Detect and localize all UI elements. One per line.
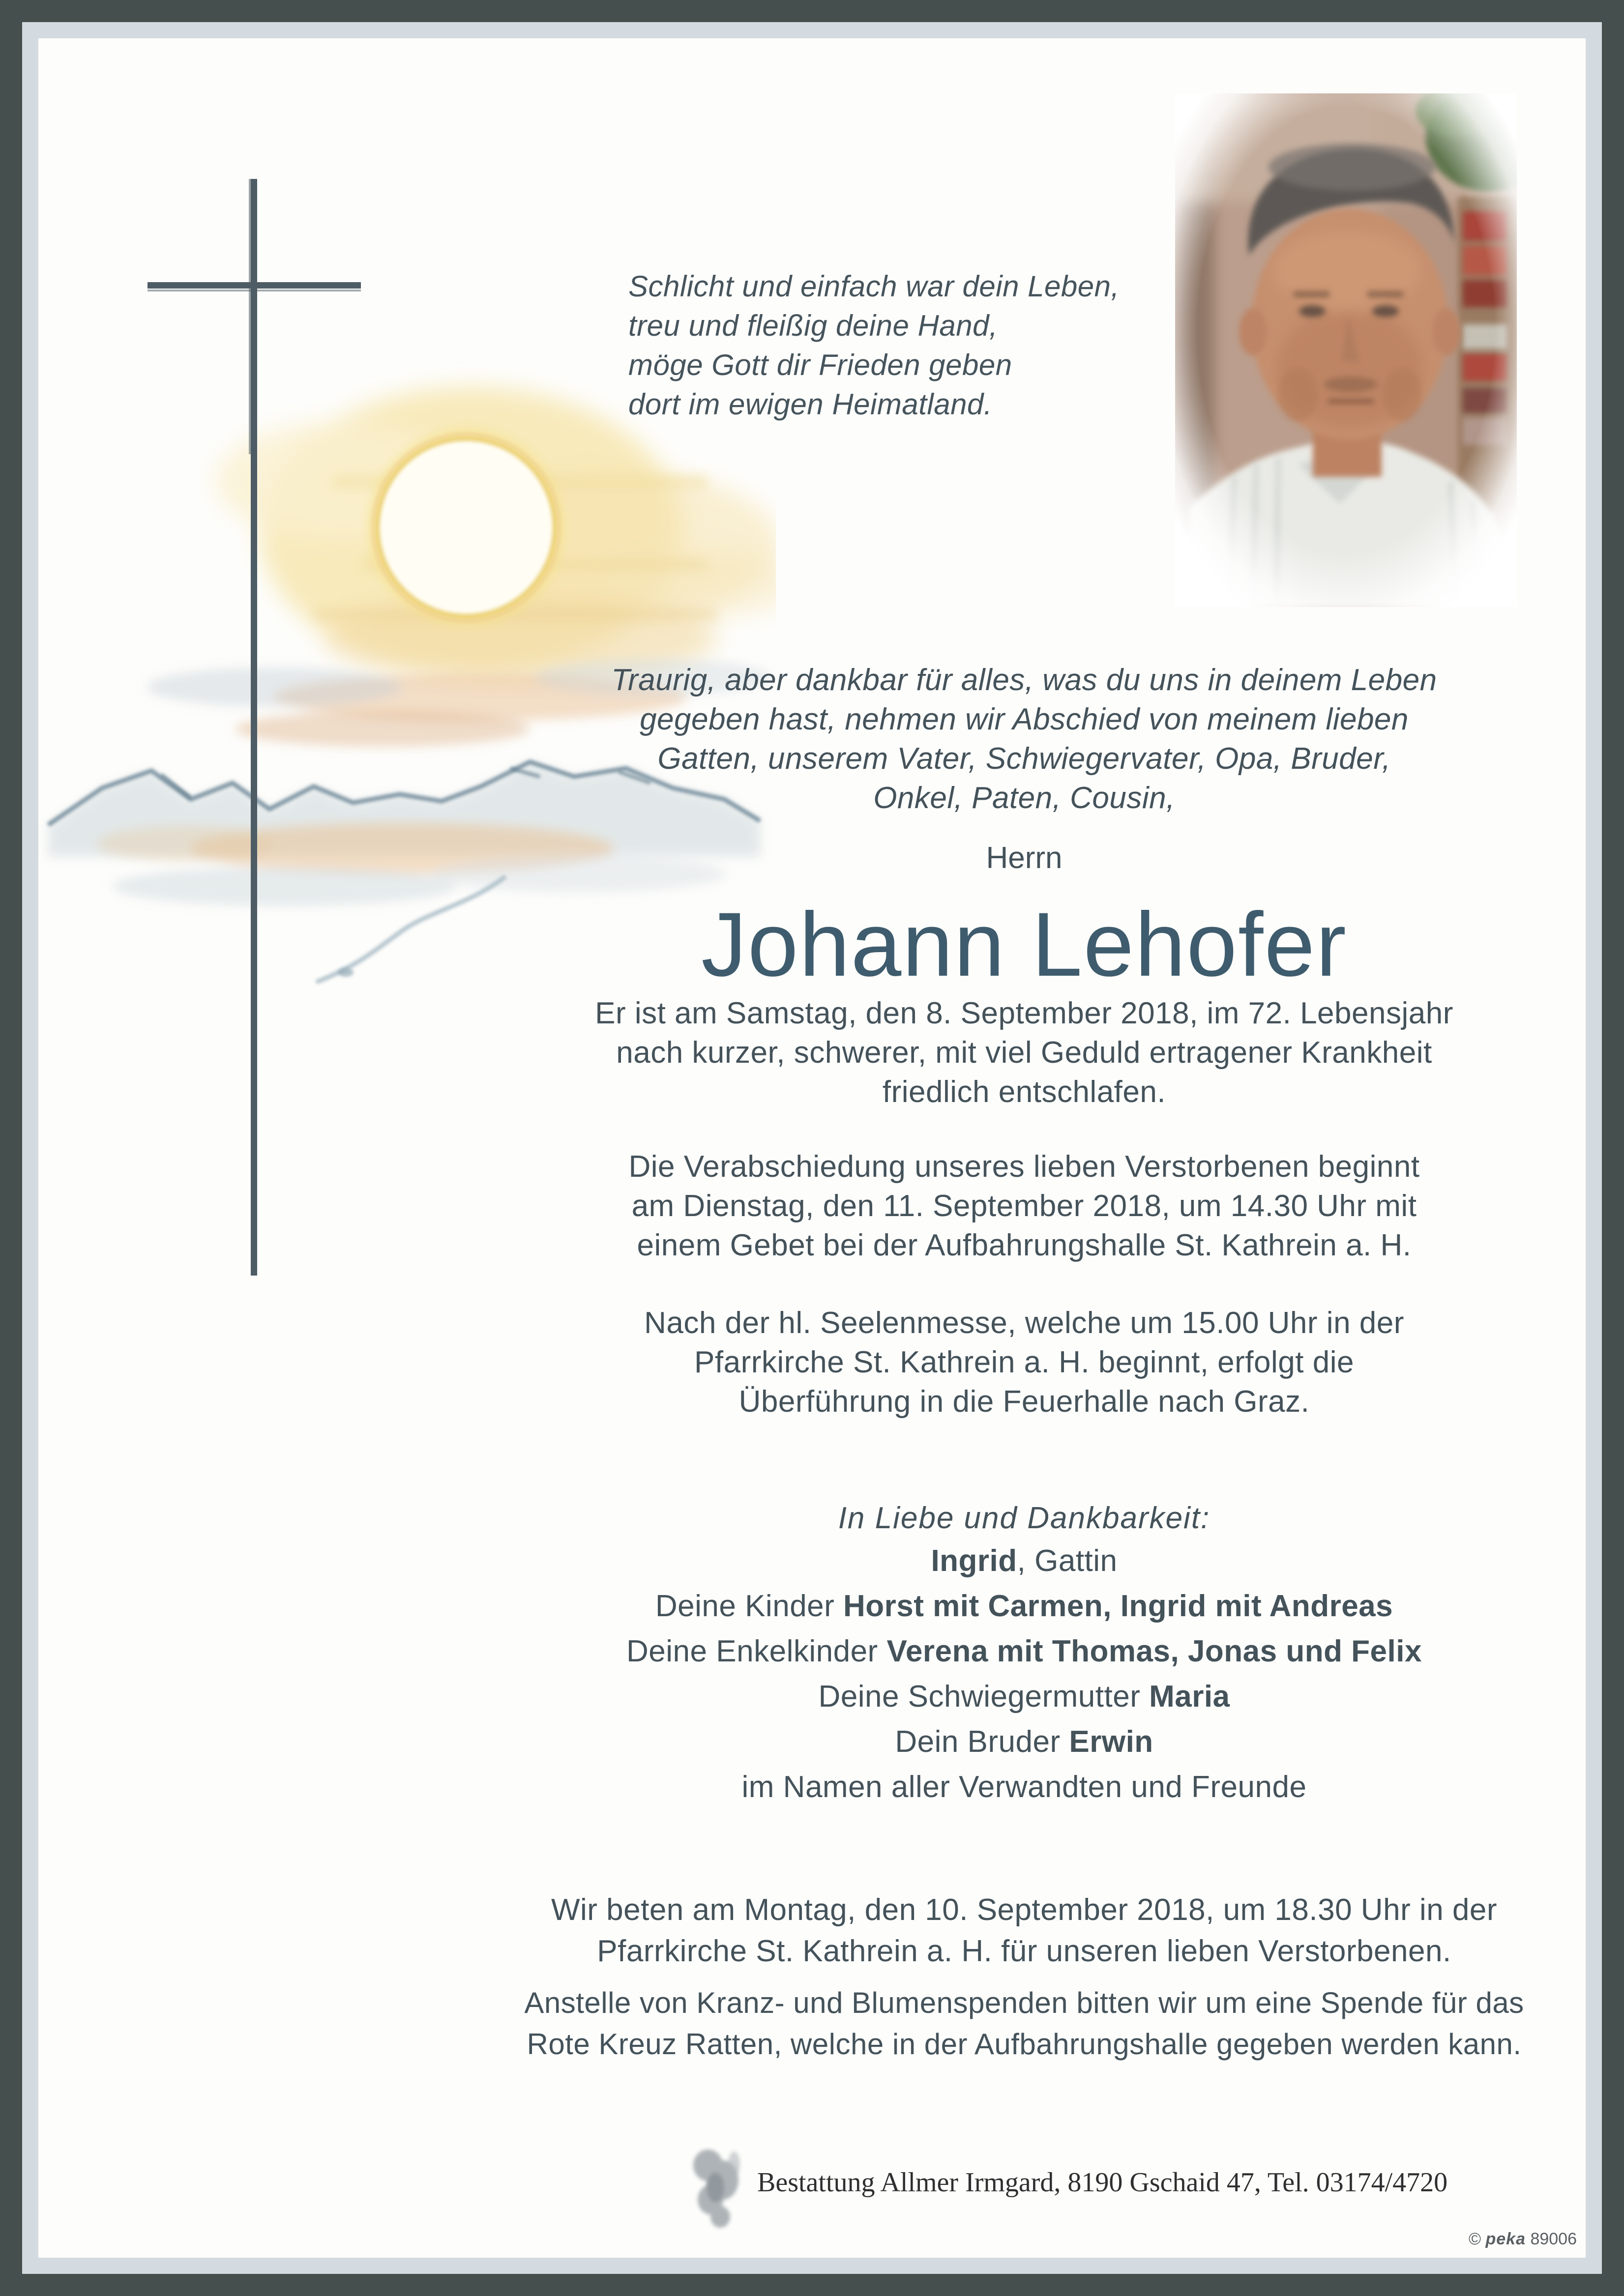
mourners-list [523,1543,1526,1815]
mourner-line: Deine Kinder Horst mit Carmen, Ingrid mit Andreas [655,1589,1393,1623]
farewell-line: Die Verabschiedung unseres lieben Verstorbenen beginnt [628,1150,1420,1184]
death-line: friedlich entschlafen. [882,1075,1166,1109]
requiem-info [523,1306,1526,1424]
donation-line: Rote Kreuz Ratten, welche in der Aufbahrungshalle gegeben werden kann. [527,2028,1522,2061]
memorial-verse [628,269,1120,427]
mourner-line: Deine Enkelkinder Verena mit Thomas, Jonas und Felix [626,1634,1422,1668]
prayer-line: Wir beten am Montag, den 10. September 2018, um 18.30 Uhr in der [551,1893,1498,1927]
donation-line: Anstelle von Kranz- und Blumenspenden bitten wir um eine Spende für das [524,1986,1524,2019]
print-copyright [1469,2230,1577,2249]
copyright-brand: peka [1485,2230,1526,2248]
mourner-line: Dein Bruder Erwin [895,1725,1153,1759]
portrait-photo [1175,93,1517,607]
prayer-info [523,1892,1526,1975]
death-line: nach kurzer, schwerer, mit viel Geduld ertragener Krankheit [616,1036,1432,1070]
inner-mat-border [22,22,1602,2274]
farewell-intro [523,663,1526,820]
copyright-symbol: © [1468,2230,1481,2248]
mourner-line: Ingrid, Gattin [931,1544,1118,1578]
bestattung-logo [686,2146,745,2232]
obituary-page [38,38,1586,2258]
copyright-number: 89006 [1530,2230,1577,2248]
mourner-line: im Namen aller Verwandten und Freunde [741,1770,1307,1804]
farewell-line: am Dienstag, den 11. September 2018, um 14.30 Uhr mit [631,1189,1417,1223]
verse-line: möge Gott dir Frieden geben [628,349,1012,381]
mass-line: Pfarrkirche St. Kathrein a. H. beginnt, erfolgt die [694,1345,1354,1379]
intro-line: Traurig, aber dankbar für alles, was du uns in deinem Leben [611,663,1437,697]
salutation: Herrn [986,841,1063,875]
deceased-name: Johann Lehofer [701,894,1347,995]
mourner-line: Deine Schwiegermutter Maria [818,1680,1230,1714]
death-line: Er ist am Samstag, den 8. September 2018, im 72. Lebensjahr [595,996,1453,1030]
verse-line: Schlicht und einfach war dein Leben, [628,270,1120,303]
intro-line: Gatten, unserem Vater, Schwiegervater, Opa, Bruder, [657,742,1391,776]
farewell-line: einem Gebet bei der Aufbahrungshalle St. Kathrein a. H. [637,1228,1412,1262]
intro-line: Onkel, Paten, Cousin, [873,781,1175,815]
funeral-home-info: Bestattung Allmer Irmgard, 8190 Gschaid 47, Tel. 03174/4720 [757,2167,1448,2198]
death-announcement [523,996,1526,1114]
verse-line: dort im ewigen Heimatland. [628,388,993,421]
farewell-service-info [523,1149,1526,1267]
mass-line: Überführung in die Feuerhalle nach Graz. [738,1385,1310,1419]
donation-request [523,1986,1526,2068]
intro-line: gegeben hast, nehmen wir Abschied von meinem lieben [640,702,1409,736]
closing-heading: In Liebe und Dankbarkeit: [838,1501,1211,1535]
prayer-line: Pfarrkirche St. Kathrein a. H. für unseren lieben Verstorbenen. [597,1934,1451,1968]
mass-line: Nach der hl. Seelenmesse, welche um 15.00 Uhr in der [644,1306,1404,1340]
verse-line: treu und fleißig deine Hand, [628,309,998,342]
